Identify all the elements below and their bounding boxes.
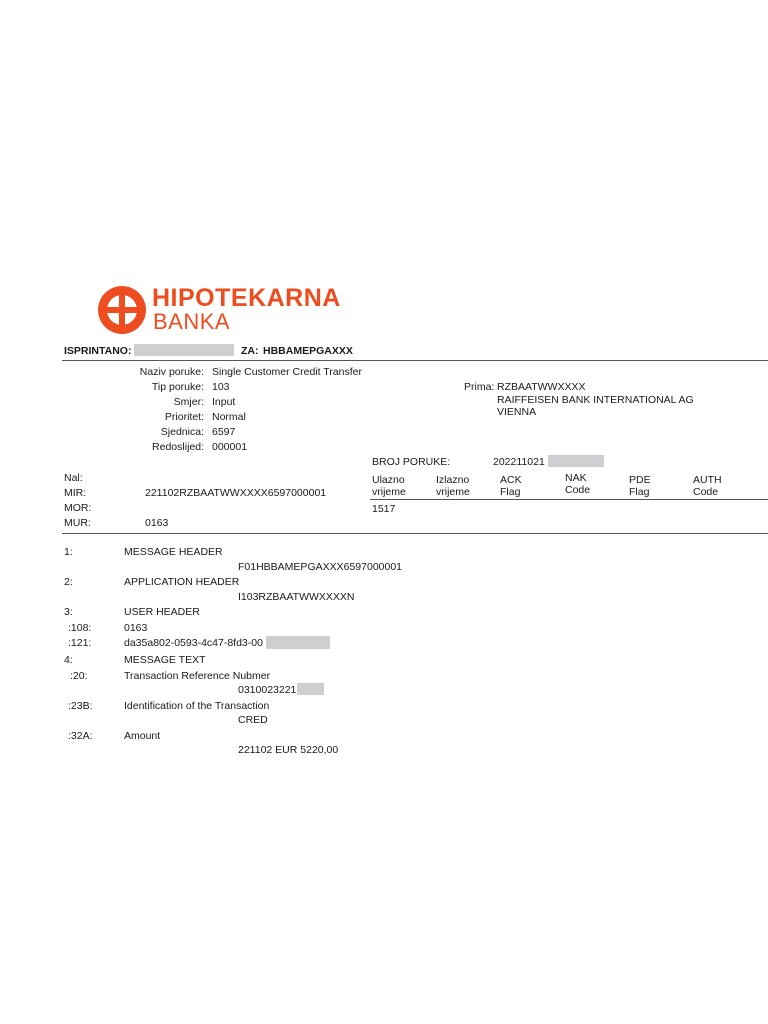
receiver-name: RAIFFEISEN BANK INTERNATIONAL AG — [497, 394, 694, 406]
flag-in-time-value: 1517 — [372, 503, 396, 515]
info-label-message-type: Tip poruke: — [151, 381, 204, 393]
field-32a-title: Amount — [124, 730, 161, 742]
flag-out-time-l1: Izlazno — [436, 474, 470, 486]
info-label-message-name: Naziv poruke: — [139, 366, 204, 378]
info-value-session: 6597 — [212, 426, 236, 438]
field-23b-title: Identification of the Transaction — [124, 700, 270, 712]
block2-number: 2: — [64, 576, 73, 588]
flag-auth-l1: AUTH — [693, 474, 722, 486]
mor-label: MOR: — [64, 502, 92, 514]
block1-number: 1: — [64, 546, 73, 558]
block4-number: 4: — [64, 654, 73, 666]
mir-value: 221102RZBAATWWXXXX6597000001 — [145, 487, 327, 499]
redacted-printed-by — [134, 344, 234, 356]
info-label-direction: Smjer: — [173, 396, 204, 408]
logo-text-banka: BANKA — [153, 309, 231, 334]
field-32a-tag: :32A: — [68, 730, 93, 742]
info-value-sequence: 000001 — [212, 441, 248, 453]
flag-pde-l2: Flag — [629, 486, 650, 498]
for-value: HBBAMEPGAXXX — [263, 345, 353, 357]
bank-logo-icon — [97, 285, 147, 335]
for-label: ZA: — [241, 345, 259, 357]
printed-label: ISPRINTANO: — [64, 345, 132, 357]
block4-title: MESSAGE TEXT — [124, 654, 206, 666]
field-20-tag: :20: — [70, 670, 88, 682]
nal-label: Nal: — [64, 472, 83, 484]
bank-logo — [97, 285, 377, 335]
info-label-priority: Prioritet: — [164, 411, 204, 423]
flag-nak-l2: Code — [565, 484, 591, 496]
field-121-value: da35a802-0593-4c47-8fd3-00 — [124, 637, 263, 649]
flag-in-time-l2: vrijeme — [372, 486, 406, 498]
receiver-city: VIENNA — [497, 406, 537, 418]
flag-nak-l1: NAK — [565, 472, 587, 484]
block3-title: USER HEADER — [124, 606, 200, 618]
mir-label: MIR: — [64, 487, 87, 499]
block1-value: F01HBBAMEPGAXXX6597000001 — [238, 561, 403, 573]
divider-bottom — [62, 533, 768, 534]
block2-value: I103RZBAATWWXXXXN — [238, 591, 355, 603]
block1-title: MESSAGE HEADER — [124, 546, 223, 558]
block2-title: APPLICATION HEADER — [124, 576, 240, 588]
field-23b-value: CRED — [238, 714, 268, 726]
field-108-tag: :108: — [68, 622, 92, 634]
redacted-field-121 — [266, 636, 330, 649]
divider-top — [62, 360, 768, 361]
flag-auth-l2: Code — [693, 486, 719, 498]
message-number-value: 202211021 — [493, 456, 545, 468]
redacted-field-20 — [297, 683, 324, 695]
field-20-value: 0310023221 — [238, 684, 297, 696]
field-121-tag: :121: — [68, 637, 92, 649]
info-label-session: Sjednica: — [160, 426, 204, 438]
flag-ack-l2: Flag — [500, 486, 521, 498]
field-20-title: Transaction Reference Nubmer — [124, 670, 271, 682]
info-value-message-type: 103 — [212, 381, 230, 393]
flag-in-time-l1: Ulazno — [372, 474, 405, 486]
flags-divider — [370, 499, 768, 500]
info-value-priority: Normal — [212, 411, 246, 423]
receiver-label: Prima: — [464, 381, 495, 393]
info-value-direction: Input — [212, 396, 236, 408]
field-108-value: 0163 — [124, 622, 148, 634]
field-32a-value: 221102 EUR 5220,00 — [238, 744, 339, 756]
field-23b-tag: :23B: — [68, 700, 93, 712]
message-number-label: BROJ PORUKE: — [372, 456, 451, 468]
block3-number: 3: — [64, 606, 73, 618]
info-value-message-name: Single Customer Credit Transfer — [212, 366, 362, 378]
mur-label: MUR: — [64, 517, 91, 529]
logo-text-hipotekarna: HIPOTEKARNA — [152, 284, 341, 312]
flag-ack-l1: ACK — [500, 474, 522, 486]
mur-value: 0163 — [145, 517, 169, 529]
flag-pde-l1: PDE — [629, 474, 651, 486]
flag-out-time-l2: vrijeme — [436, 486, 470, 498]
info-label-sequence: Redoslijed: — [152, 441, 204, 453]
redacted-message-number — [548, 455, 604, 467]
receiver-code: RZBAATWWXXXX — [497, 381, 586, 393]
